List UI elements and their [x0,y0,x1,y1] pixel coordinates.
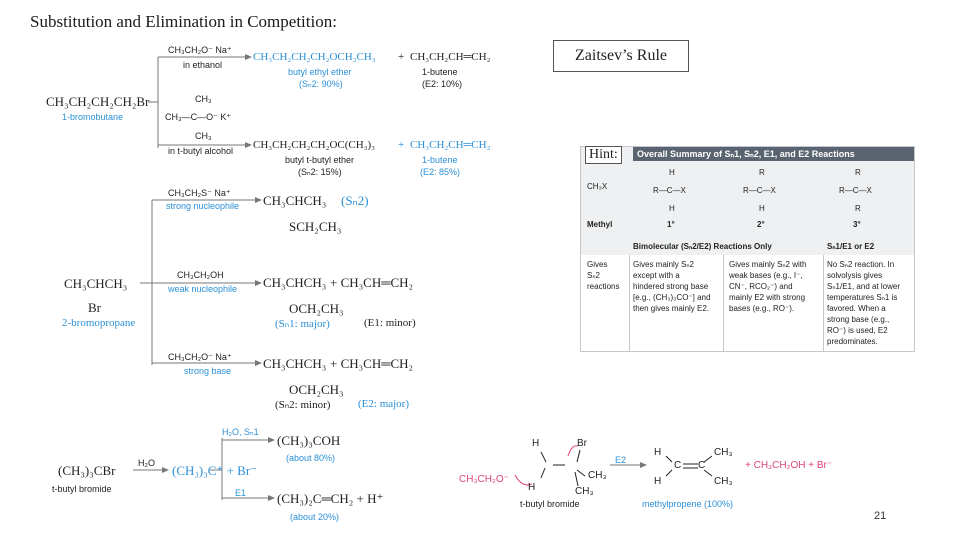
scheme4-substrate-name: t-butyl bromide [520,499,580,509]
scheme1-substrate: CH₃CH₂CH₂CH₂Br [46,94,150,109]
summary-col3-0: No Sₙ2 reaction. In [827,260,895,269]
summary-struct3-bot: R [855,204,861,213]
scheme4-product-name: methylpropene (100%) [642,499,734,509]
scheme3-reagent: H₂O [138,458,155,468]
summary-col2-0: Gives mainly Sₙ2 with [729,260,807,269]
scheme1-product1b: CH₃CH₂CH═CH₂ [410,51,491,63]
scheme4-byproducts: + CH₃CH₂OH + Br⁻ [745,460,833,471]
scheme2-substrate-name: 2-bromopropane [62,317,136,329]
summary-struct1: R—C—X [653,186,686,195]
summary-struct3: R—C—X [839,186,872,195]
scheme4-product-h2: H [654,476,662,487]
summary-gives-1: Sₙ2 [587,271,600,280]
scheme2-product3b: + CH₃CH═CH₂ [330,356,414,371]
summary-col1-2: hindered strong base [633,282,709,291]
summary-unimolecular-head: Sₙ1/E1 or E2 [827,242,875,251]
scheme1-reagent2-solvent: in t-butyl alcohol [168,146,234,156]
summary-bimolecular-head: Bimolecular (Sₙ2/E2) Reactions Only [633,242,772,251]
scheme1-reagent2-top: CH₃ [195,94,212,104]
scheme1-reagent2-bot: CH₃ [195,131,212,141]
scheme2-product3-ratio-a: (Sₙ2: minor) [275,399,331,411]
summary-table [580,146,915,352]
summary-divider-2 [723,255,724,351]
scheme1-product1a-yield: (Sₙ2: 90%) [299,79,343,89]
scheme3-product2-yield: (about 20%) [290,512,340,522]
scheme1-reagent1-solvent: in ethanol [183,60,223,70]
scheme4-base: CH₃CH₂O⁻ [459,474,509,485]
summary-col3-4: favored. When a [827,304,886,313]
scheme4-product-c2: C [698,460,706,471]
summary-struct1-top: H [669,168,675,177]
scheme4-br: Br [577,438,587,449]
scheme1-reagent2-mid: CH₃—C—O⁻ K⁺ [165,112,232,122]
scheme1-plus2: + [398,139,405,151]
scheme2-reagent3-label: strong base [184,366,232,376]
summary-divider-3 [823,255,824,351]
scheme2-reagent2-label: weak nucleophile [168,284,238,294]
scheme1-product2b-yield: (E2: 85%) [420,167,461,177]
summary-struct3-top: R [855,168,861,177]
scheme2-product2b: + CH₃CH═CH₂ [330,275,414,290]
scheme3-product1-yield: (about 80%) [286,453,336,463]
scheme3-substrate: (CH₃)₃CBr [58,463,116,478]
summary-gives-0: Gives [587,260,608,269]
summary-row-ch3x: CH₃X [587,182,608,191]
summary-heading: Overall Summary of Sₙ1, Sₙ2, E1, and E2 Reactions [633,147,914,161]
scheme4-arrow-label: E2 [615,455,627,465]
summary-struct2-top: R [759,168,765,177]
summary-col3-1: solvolysis gives [827,271,883,280]
summary-col-tertiary: 3° [853,220,861,229]
scheme2-product3a-sub: OCH₂CH₃ [289,382,344,397]
scheme3-product1: (CH₃)₃COH [277,433,341,448]
summary-struct2-bot: H [759,204,765,213]
scheme1-product1b-name: 1-butene [422,67,458,77]
summary-col-primary: 1° [667,220,675,229]
summary-col3-3: temperatures Sₙ1 is [827,293,898,302]
scheme2-product1-sub: SCH₂CH₃ [289,219,342,234]
summary-gives-2: reactions [587,282,620,291]
scheme2-reagent3: CH₃CH₂O⁻ Na⁺ [168,352,232,362]
scheme4-ch3-right: CH₃ [588,470,607,481]
hint-label: Hint: [585,146,622,164]
zaitsev-rule-box: Zaitsev’s Rule [553,40,689,72]
summary-col3-7: predominates. [827,337,878,346]
scheme2-product2-ratio-b: (E1: minor) [364,317,416,329]
summary-divider-1 [629,255,630,351]
scheme2-product2a: CH₃CHCH₃ [263,275,327,290]
scheme4-h-bottom: H [528,482,536,493]
summary-col1-1: except with a [633,271,680,280]
summary-struct2: R—C—X [743,186,776,195]
scheme4-product-ch3-bot: CH₃ [714,476,733,487]
scheme2-product3a: CH₃CHCH₃ [263,356,327,371]
scheme1-product2a: CH₃CH₂CH₂CH₂OC(CH₃)₃ [253,139,376,151]
scheme1-product2b: CH₃CH₂CH═CH₂ [410,139,491,151]
scheme2-substrate: CH₃CHCH₃ [64,276,128,291]
scheme1-plus1: + [398,51,405,63]
scheme2-substrate-br: Br [88,300,101,315]
scheme4-product-h1: H [654,447,662,458]
scheme4-h-top: H [532,438,540,449]
summary-col-secondary: 2° [757,220,765,229]
scheme1-product1a: CH₃CH₂CH₂CH₂OCH₂CH₃ [253,51,376,63]
scheme1-reagent1: CH₃CH₂O⁻ Na⁺ [168,45,232,55]
scheme3-sn1-label: H₂O, Sₙ1 [222,427,259,437]
scheme2-reagent1: CH₃CH₂S⁻ Na⁺ [168,188,231,198]
scheme3-substrate-name: t-butyl bromide [52,484,112,494]
scheme2-product2a-sub: OCH₂CH₃ [289,301,344,316]
scheme2-product2-ratio-a: (Sₙ1: major) [275,318,330,330]
scheme2-product1: CH₃CHCH₃ [263,193,327,208]
summary-col3-2: Sₙ1/E1, and at lower [827,282,901,291]
scheme4-product-c1: C [674,460,682,471]
scheme2-reagent1-label: strong nucleophile [166,201,240,211]
scheme2-reagent2: CH₃CH₂OH [177,270,224,280]
scheme2-product1-mech: (Sₙ2) [341,193,369,208]
summary-col2-4: bases (e.g., RO⁻). [729,304,795,313]
scheme3-e1-label: E1 [235,488,247,498]
summary-col1-0: Gives mainly Sₙ2 [633,260,694,269]
scheme1-substrate-name: 1-bromobutane [62,112,124,122]
summary-col2-3: mainly E2 with strong [729,293,806,302]
summary-col1-4: then gives mainly E2. [633,304,710,313]
summary-row-methyl: Methyl [587,220,613,229]
scheme1-product2a-yield: (Sₙ2: 15%) [298,167,342,177]
scheme1-product2b-name: 1-butene [422,155,458,165]
scheme3-intermediate: (CH₃)₃C⁺ + Br⁻ [172,463,258,478]
scheme3-product2: (CH₃)₂C═CH₂ + H⁺ [277,491,384,506]
summary-col2-2: CN⁻, RCO₂⁻) and [729,282,793,291]
scheme1-product1b-yield: (E2: 10%) [422,79,463,89]
scheme4-ch3-bottom: CH₃ [575,486,594,497]
summary-col3-5: strong base (e.g., [827,315,890,324]
summary-col3-6: RO⁻) is used, E2 [827,326,888,335]
summary-struct1-bot: H [669,204,675,213]
scheme4-product-ch3-top: CH₃ [714,447,733,458]
scheme1-product2a-name: butyl t-butyl ether [285,155,355,165]
summary-col2-1: weak bases (e.g., I⁻, [729,271,803,280]
summary-col1-3: [e.g., (CH₃)₃CO⁻] and [633,293,711,302]
scheme1-product1a-name: butyl ethyl ether [288,67,352,77]
page-number: 21 [874,510,887,522]
scheme2-product3-ratio-b: (E2: major) [358,398,410,410]
slide-title: Substitution and Elimination in Competition: [30,12,337,31]
